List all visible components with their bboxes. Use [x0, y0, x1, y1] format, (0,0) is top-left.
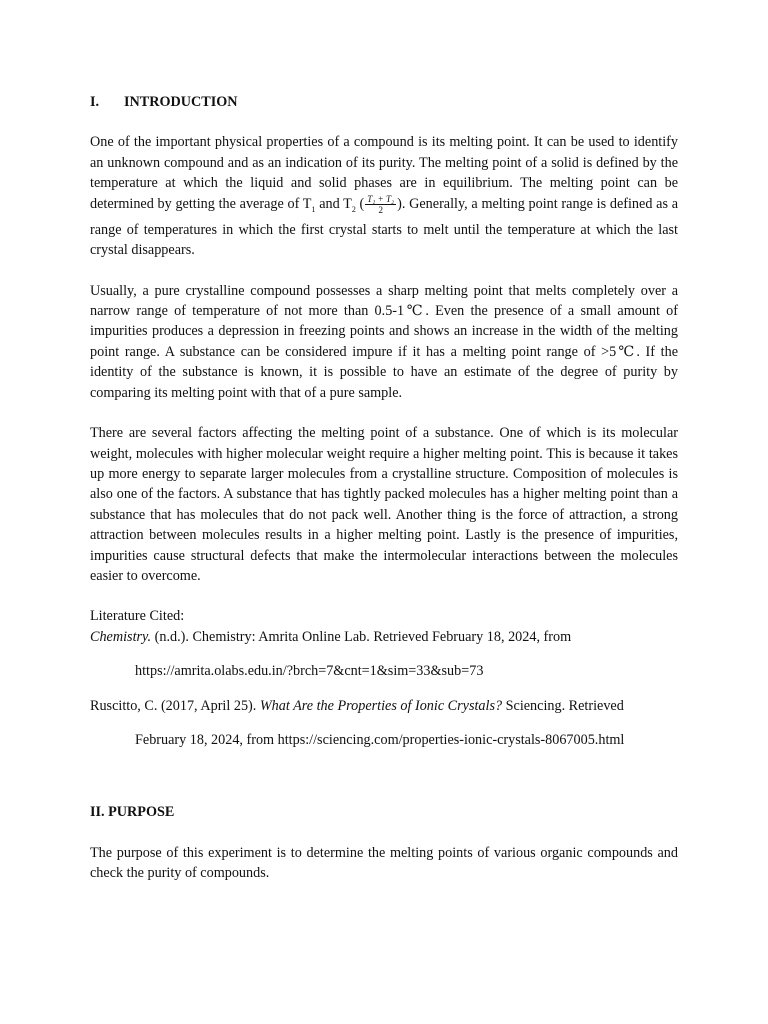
reference-2-author: Ruscitto, C. (2017, April 25). [90, 697, 260, 714]
reference-2-continuation: February 18, 2024, from https://sciencing.com/properties-ionic-crystals-8067005.html [135, 731, 625, 748]
introduction-number: I. [90, 94, 100, 110]
p1-paren-open: ( [355, 195, 365, 212]
formula-denominator: 2 [378, 204, 383, 215]
subscript-2: 2 [351, 204, 356, 214]
introduction-heading [90, 92, 678, 112]
introduction-paragraph-3: There are several factors affecting the melting point of a substance. One of which is its molecular weight, molecules with higher molecular weight require a higher melting point. This is because it takes up more energy to separate larger molecules from a crystalline structure. Composition of molecules is also one of the factors. A substance that has tightly packed molecules has a higher melting point than a substance that has molecules that do not pack well. Another thing is the force of attraction, a strong attraction between molecules results in a higher melting point. Lastly is the presence of impurities, impurities cause structural defects that make the intermolecular interactions between the molecules easier to overcome. [90, 425, 678, 584]
document-page [90, 92, 678, 884]
p1-text-start: One of the important physical properties of a compound is its melting point. It can be used to identify an unknown compound and as an indication of its purity. The melting point of a solid is defined by the temperature at which the liquid and solid phases are in equilibrium. The melting point can be determined by getting the average of T [90, 134, 678, 212]
reference-1-url: https://amrita.olabs.edu.in/?brch=7&cnt=1&sim=33&sub=73 [135, 663, 484, 680]
reference-2-title: What Are the Properties of Ionic Crystals? [259, 697, 503, 714]
introduction-paragraph-2: Usually, a pure crystalline compound possesses a sharp melting point that melts completely over a narrow range of temperature of not more than 0.5-1℃. Even the presence of a small amount of impurities produces a depression in freezing points and shows an increase in the width of the melting point range. A substance can be considered impure if it has a melting point range of >5℃. If the identity of the substance is known, it is possible to have an estimate of the degree of purity by comparing its melting point with that of a pure sample. [90, 282, 678, 401]
reference-1-title: Chemistry. [90, 628, 152, 645]
introduction-title: INTRODUCTION [124, 94, 238, 110]
reference-1 [90, 627, 678, 647]
reference-2 [90, 696, 678, 716]
p1-text-end: ). Generally, a melting point range is defined as a range of temperatures in which the first crystal starts to melt until the temperature at which the last crystal disappears. [90, 195, 678, 259]
subscript-1: 1 [311, 204, 316, 214]
formula-numerator: T₁ + T₂ [367, 193, 395, 204]
reference-1-details: (n.d.). Chemistry: Amrita Online Lab. Retrieved February 18, 2024, from [151, 628, 572, 645]
purpose-paragraph: The purpose of this experiment is to determine the melting points of various organic compounds and check the purity of compounds. [90, 844, 678, 882]
literature-cited-label: Literature Cited: [90, 608, 185, 625]
average-formula [365, 194, 396, 215]
p1-and: and T [315, 195, 352, 212]
reference-2-details: Sciencing. Retrieved [502, 697, 624, 714]
purpose-heading: II. PURPOSE [90, 804, 175, 821]
introduction-paragraph-1 [90, 132, 678, 260]
